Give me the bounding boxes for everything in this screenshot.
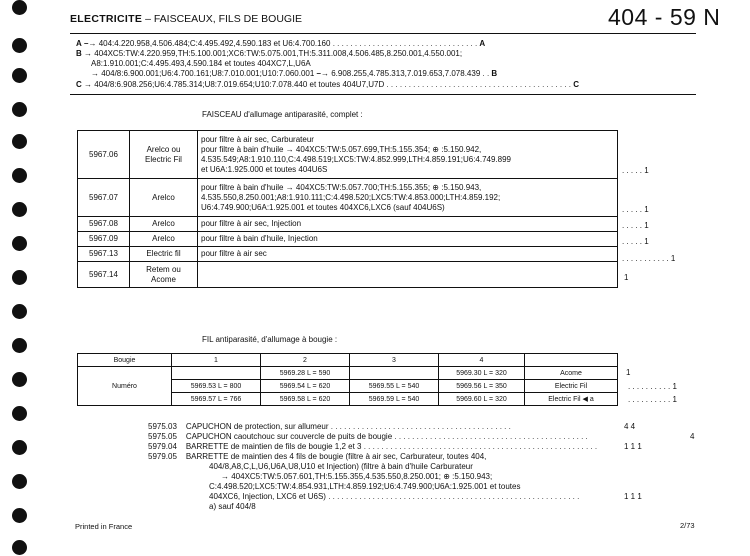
qty: . . . . . 1 (622, 205, 649, 214)
punch-hole (12, 474, 27, 489)
title-bold: ELECTRICITE (70, 13, 143, 25)
table-row (78, 217, 618, 232)
part-ref: 5967.06 (78, 131, 130, 179)
cell: Acome (525, 367, 618, 380)
cell: Electric Fil ◀ a (525, 393, 618, 406)
section-title-wires: FIL antiparasité, d'allumage à bougie : (202, 335, 338, 344)
cell: 5969.54 L = 620 (261, 380, 350, 393)
header-cell: Bougie (78, 354, 172, 367)
printed-in: Printed in France (75, 522, 133, 531)
punch-hole (12, 440, 27, 455)
cell: 5969.59 L = 540 (350, 393, 439, 406)
punch-hole (12, 540, 27, 555)
punch-hole (12, 134, 27, 149)
punch-hole (12, 68, 27, 83)
section-title-harness: FAISCEAU d'allumage antiparasité, complet : (202, 110, 363, 119)
qty: 1 (624, 273, 629, 282)
table-row (78, 262, 618, 288)
table-row (78, 367, 618, 380)
harness-table (77, 130, 618, 288)
table-row (78, 354, 618, 367)
punch-hole (12, 236, 27, 251)
header-cell: 1 (172, 354, 261, 367)
applicability-line-c: C → 404/8:6.908.256;U6:4.785.314;U8:7.019.654;U10:7.078.440 et toutes 404U7,U7D . . . . . . . . . . . . . . . . . . . . . . . . . . . . . . . . . . . . . . . . . . C (76, 80, 579, 89)
variant: Arelco ou Electric Fil (130, 131, 198, 179)
variant: Arelco (130, 179, 198, 217)
qty: 4 (690, 432, 695, 441)
part-ref: 5967.13 (78, 247, 130, 262)
part-continuation: C:4.498.520;LXC5:TW:4.854.931,LTH:4.859.192;U6:4.749.900;U6A:1.925.001 et toutes (209, 482, 521, 491)
qty: . . . . . 1 (622, 237, 649, 246)
part-ref: 5967.08 (78, 217, 130, 232)
cell: 5969.60 L = 320 (439, 393, 525, 406)
qty: 1 1 1 (624, 492, 642, 501)
cell: 5969.58 L = 620 (261, 393, 350, 406)
qty: 4 4 (624, 422, 636, 431)
punch-hole (12, 508, 27, 523)
part-line: 5975.05 CAPUCHON caoutchouc sur couvercle de puits de bougie . . . . . . . . . . . . . . . . . . . . . . . . . . . . . . . . . . . . . . . . . . . . (148, 432, 588, 441)
part-line: 5975.03 CAPUCHON de protection, sur allumeur . . . . . . . . . . . . . . . . . . . . . . . . . . . . . . . . . . . . . . . . . (148, 422, 511, 431)
part-continuation: 404/8,A8,C,L,U6,U6A,U8,U10 et Injection) (filtre à bain d'huile Carburateur (209, 462, 473, 471)
header-cell: 3 (350, 354, 439, 367)
part-ref: 5967.07 (78, 179, 130, 217)
table-row (78, 247, 618, 262)
page-number: 2/73 (680, 521, 695, 530)
punch-hole (12, 38, 27, 53)
applicability-line-b2: A8:1.910.001;C:4.495.493,4.590.184 et toutes 404XC7,L,U6A (91, 59, 311, 68)
part-continuation: 404XC6, Injection, LXC6 et U6S) . . . . . . . . . . . . . . . . . . . . . . . . . . . . . . . . . . . . . . . . . . . . . . . . . . . . . . . . . (209, 492, 580, 501)
table-row (78, 232, 618, 247)
cell (350, 367, 439, 380)
header-cell: 4 (439, 354, 525, 367)
punch-hole (12, 406, 27, 421)
punch-hole (12, 270, 27, 285)
variant: Retem ou Acome (130, 262, 198, 288)
cell: 5969.55 L = 540 (350, 380, 439, 393)
cell: 5969.30 L = 320 (439, 367, 525, 380)
cell: 5969.56 L = 350 (439, 380, 525, 393)
cell (172, 367, 261, 380)
applicability-line-b3: → 404/8:6.900.001;U6:4.700.161;U8:7.010.001;U10:7.060.001 –→ 6.908.255,4.785.313,7.019.653,7.078.439 . . B (91, 69, 498, 78)
part-ref: 5967.14 (78, 262, 130, 288)
title-rest: – FAISCEAUX, FILS DE BOUGIE (145, 13, 303, 25)
punch-hole (12, 304, 27, 319)
punch-hole (12, 372, 27, 387)
cell: 5969.28 L = 590 (261, 367, 350, 380)
qty: . . . . . 1 (622, 166, 649, 175)
punch-hole (12, 202, 27, 217)
description: pour filtre à air sec, Carburateur pour filtre à bain d'huile → 404XC5:TW:5.057.699,TH:5.155.354; ⊕ :5.150.942, 4.535.549;A8:1.910.110,C:4.498.519;LXC5:TW:4.852.999,LTH:4.859.191;U6:4.749.899 et U6A:1.925.000 et toutes 404U6S (198, 131, 618, 179)
header-cell (525, 354, 618, 367)
description: pour filtre à air sec (198, 247, 618, 262)
applicability-line-b: B → 404XC5:TW:4.220.959,TH:5.100.001;XC6:TW:5.075.001,TH:5.311.008,4.506.485,8.250.001,4.550.001; (76, 49, 463, 58)
table-row (78, 179, 618, 217)
description: pour filtre à bain d'huile, Injection (198, 232, 618, 247)
cell: Electric Fil (525, 380, 618, 393)
wire-table (77, 353, 618, 406)
header-cell: 2 (261, 354, 350, 367)
applicability-box (70, 33, 696, 95)
punch-hole (12, 102, 27, 117)
qty: . . . . . . . . . . . 1 (622, 254, 676, 263)
description: pour filtre à bain d'huile → 404XC5:TW:5.057.700;TH:5.155.355; ⊕ :5.150.943, 4.535.550,8.250.001;A8:1.910.111;C:4.498.520;LXC5:TW:4.853.000;LTH:4.859.192; U6:4.749.900;U6A:1.925.001 et toutes 404XC6,LXC6 (sauf 404U6S) (198, 179, 618, 217)
variant: Arelco (130, 217, 198, 232)
punch-hole (12, 338, 27, 353)
part-ref: 5967.09 (78, 232, 130, 247)
variant: Arelco (130, 232, 198, 247)
description: pour filtre à air sec, Injection (198, 217, 618, 232)
row-label: Numéro (78, 367, 172, 406)
punch-hole (12, 0, 27, 15)
cell: 5969.57 L = 766 (172, 393, 261, 406)
page-reference: 404 - 59 N (608, 4, 721, 30)
qty: . . . . . . . . . . 1 (628, 382, 677, 391)
page-title (70, 13, 302, 25)
part-continuation: → 404XC5:TW:5.057.601,TH:5.155.355,4.535.550,8.250.001; ⊕ :5.150.943; (221, 472, 493, 481)
footnote: a) sauf 404/8 (209, 502, 256, 511)
cell: 5969.53 L = 800 (172, 380, 261, 393)
qty: . . . . . . . . . . 1 (628, 395, 677, 404)
qty: . . . . . 1 (622, 221, 649, 230)
qty: 1 1 1 (624, 442, 642, 451)
applicability-line-a: A –→ 404:4.220.958,4.506.484;C:4.495.492,4.590.183 et U6:4.700.160 . . . . . . . . . . . . . . . . . . . . . . . . . . . . . . . . . A (76, 39, 486, 48)
part-line: 5979.05 BARRETTE de maintien des 4 fils de bougie (filtre à air sec, Carburateur, toutes 404, (148, 452, 487, 461)
punch-hole (12, 168, 27, 183)
table-row (78, 131, 618, 179)
qty: 1 (626, 368, 631, 377)
variant: Electric fil (130, 247, 198, 262)
part-line: 5979.04 BARRETTE de maintien de fils de bougie 1,2 et 3 . . . . . . . . . . . . . . . . . . . . . . . . . . . . . . . . . . . . . . . . . . . . . . . . . . . . . (148, 442, 598, 451)
description (198, 262, 618, 288)
